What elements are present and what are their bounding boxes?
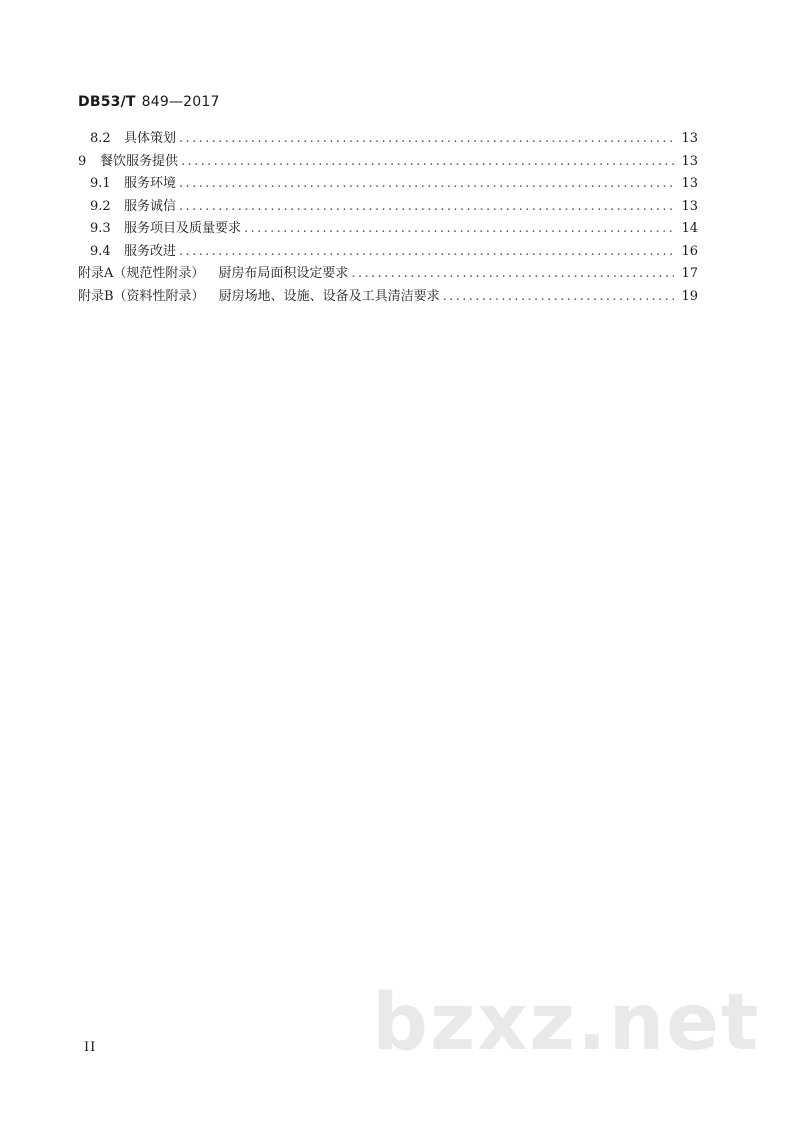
toc-dot-leader	[181, 151, 674, 174]
toc-entry-page: 14	[681, 221, 698, 236]
toc-entry-9-2[interactable]	[78, 196, 698, 219]
toc-entry-number: 9.4	[90, 243, 111, 259]
toc-entry-appendix-b[interactable]	[78, 286, 698, 309]
toc-dot-leader	[179, 173, 674, 196]
toc-dot-leader	[351, 263, 674, 286]
toc-entry-title: 服务项目及质量要求	[124, 221, 242, 236]
toc-entry-page: 13	[681, 131, 698, 146]
toc-entry-title: 厨房场地、设施、设备及工具清洁要求	[218, 288, 440, 304]
toc-entry-page: 16	[681, 243, 698, 259]
toc-entry-9-1[interactable]	[78, 173, 698, 196]
toc-entry-number: 9.1	[90, 176, 111, 191]
toc-entry-8-2[interactable]	[78, 128, 698, 151]
toc-entry-9[interactable]	[78, 151, 698, 174]
toc-dot-leader	[244, 218, 674, 241]
toc-entry-page: 19	[681, 288, 698, 304]
toc-dot-leader	[443, 286, 674, 309]
standard-code: DB53/T	[78, 94, 136, 110]
toc-entry-number: 9	[78, 153, 87, 169]
toc-entry-title: 餐饮服务提供	[100, 153, 179, 169]
toc-entry-title: 厨房布局面积设定要求	[218, 266, 349, 281]
toc-dot-leader	[179, 196, 674, 219]
toc-entry-number: 8.2	[90, 131, 111, 146]
toc-entry-title: 服务改进	[124, 243, 177, 259]
toc-entry-appendix-a[interactable]	[78, 263, 698, 286]
toc-entry-title: 服务诚信	[124, 198, 177, 214]
toc-dot-leader	[179, 241, 674, 264]
toc-entry-number: 9.2	[90, 198, 111, 214]
toc-entry-page: 17	[681, 266, 698, 281]
document-header	[78, 94, 220, 110]
toc-dot-leader	[179, 128, 674, 151]
toc-appendix-tag: 附录A（规范性附录）	[78, 266, 205, 281]
toc-entry-number: 9.3	[90, 221, 111, 236]
watermark: bzxz.net	[372, 978, 761, 1068]
toc-entry-page: 13	[681, 198, 698, 214]
toc-entry-9-4[interactable]	[78, 241, 698, 264]
toc-entry-page: 13	[681, 176, 698, 191]
toc-entry-9-3[interactable]	[78, 218, 698, 241]
page-number: II	[84, 1040, 97, 1055]
toc-entry-page: 13	[681, 153, 698, 169]
toc-appendix-tag: 附录B（资料性附录）	[78, 288, 205, 304]
toc-entry-title: 具体策划	[124, 131, 177, 146]
table-of-contents	[78, 128, 698, 308]
standard-number: 849—2017	[141, 94, 220, 110]
toc-entry-title: 服务环境	[124, 176, 177, 191]
